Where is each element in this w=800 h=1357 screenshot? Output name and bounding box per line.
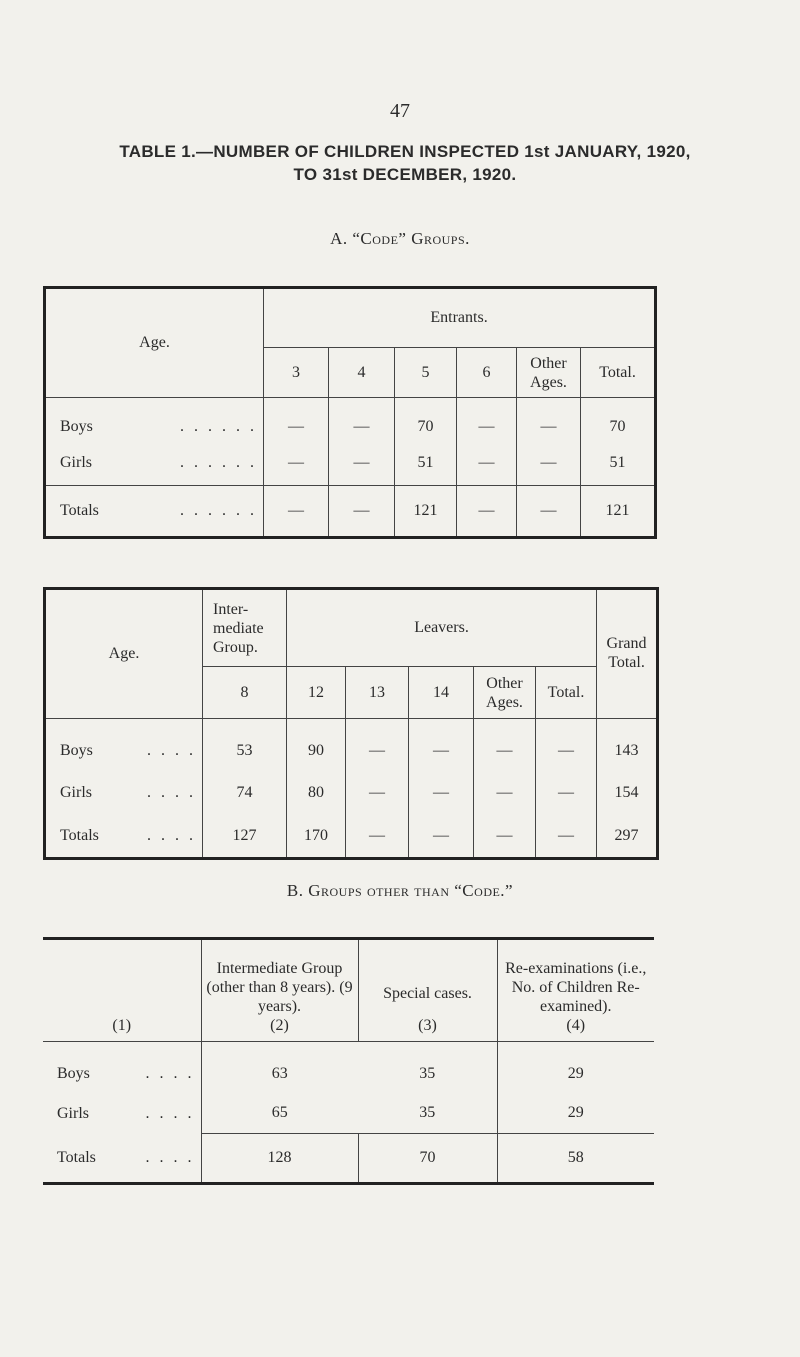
col-header: Other Ages. — [474, 667, 536, 719]
cell: — — [346, 771, 409, 815]
table-row — [45, 719, 658, 771]
cell: — — [346, 815, 409, 859]
col-header-text: Special cases. — [383, 985, 472, 1002]
col-header: 5 — [395, 348, 457, 398]
cell: — — [517, 486, 581, 538]
table-row — [45, 442, 656, 486]
leavers-header: Leavers. — [287, 589, 597, 667]
col-header: Other Ages. — [517, 348, 581, 398]
cell: — — [457, 442, 517, 486]
page-number: 47 — [390, 100, 410, 122]
cell: — — [517, 398, 581, 442]
row-label: Boys — [57, 1064, 90, 1082]
cell: 127 — [203, 815, 287, 859]
cell: — — [329, 486, 395, 538]
cell: — — [536, 719, 597, 771]
row-label: Totals — [57, 1148, 96, 1166]
col-header — [43, 939, 201, 1042]
cell: 121 — [581, 486, 656, 538]
col-header — [497, 939, 654, 1042]
col-header: 12 — [287, 667, 346, 719]
col-header: 13 — [346, 667, 409, 719]
cell: — — [536, 771, 597, 815]
col-header-text: Re-examinations (i.e., No. of Children Re-examined). — [505, 960, 647, 1015]
table-row — [45, 771, 658, 815]
cell: 58 — [497, 1134, 654, 1184]
cell: 80 — [287, 771, 346, 815]
page-title — [60, 140, 750, 186]
cell: — — [474, 815, 536, 859]
row-label: Boys — [60, 417, 93, 435]
col-header: Total. — [581, 348, 656, 398]
title-line-2: TO 31st DECEMBER, 1920. — [293, 165, 517, 184]
cell: 35 — [358, 1042, 497, 1094]
cell: — — [264, 442, 329, 486]
row-label: Girls — [57, 1104, 89, 1122]
row-label: Girls — [60, 783, 92, 801]
intermediate-header: Inter-mediate Group. — [203, 589, 287, 667]
grand-total-header: Grand Total. — [597, 589, 658, 719]
leader-dots: . . . . — [145, 1064, 195, 1082]
col-number: (2) — [270, 1017, 289, 1034]
row-label: Totals — [60, 826, 99, 844]
cell: — — [474, 719, 536, 771]
col-header: Total. — [536, 667, 597, 719]
cell: — — [346, 719, 409, 771]
cell: 143 — [597, 719, 658, 771]
cell: — — [409, 771, 474, 815]
section-b-heading: B. Groups other than “Code.” — [286, 881, 514, 900]
col-number: (1) — [112, 1017, 132, 1034]
cell: 74 — [203, 771, 287, 815]
col-header-text: Intermediate Group (other than 8 years). (9 years). — [206, 960, 353, 1015]
cell: — — [457, 486, 517, 538]
cell: — — [264, 398, 329, 442]
table-row — [43, 1094, 654, 1134]
table-row — [45, 815, 658, 859]
cell: — — [517, 442, 581, 486]
col-header: 6 — [457, 348, 517, 398]
col-header: 3 — [264, 348, 329, 398]
table-row — [43, 1134, 654, 1184]
cell: — — [536, 815, 597, 859]
leader-dots: . . . . — [147, 741, 196, 759]
leavers-table — [43, 587, 659, 860]
col-header — [358, 939, 497, 1042]
leader-dots: . . . . . . — [180, 454, 257, 472]
entrants-header: Entrants. — [264, 288, 656, 348]
cell: 128 — [201, 1134, 358, 1184]
row-label: Totals — [60, 502, 99, 519]
cell: 121 — [395, 486, 457, 538]
row-label: Girls — [60, 454, 92, 472]
leader-dots: . . . . — [147, 783, 196, 801]
cell: 29 — [497, 1042, 654, 1094]
cell: — — [457, 398, 517, 442]
col-header: 14 — [409, 667, 474, 719]
cell: — — [474, 771, 536, 815]
leader-dots: . . . . — [145, 1104, 195, 1122]
table-row — [43, 1042, 654, 1094]
cell: — — [409, 719, 474, 771]
age-header: Age. — [45, 288, 264, 398]
cell: 35 — [419, 1104, 436, 1122]
col-header: 8 — [203, 667, 287, 719]
section-a-heading: A. “Code” Groups. — [330, 229, 470, 248]
cell: 51 — [395, 442, 457, 486]
table-row — [45, 398, 656, 442]
cell: 63 — [201, 1042, 358, 1094]
cell: 170 — [287, 815, 346, 859]
cell: — — [329, 398, 395, 442]
cell: 51 — [581, 442, 656, 486]
table-row — [45, 486, 656, 538]
cell: 297 — [597, 815, 658, 859]
cell: 70 — [358, 1134, 497, 1184]
cell: 90 — [287, 719, 346, 771]
title-line-1: TABLE 1.—NUMBER OF CHILDREN INSPECTED 1st JANUARY, 1920, — [119, 142, 691, 161]
other-groups-table — [43, 937, 654, 1185]
cell: — — [329, 442, 395, 486]
cell: 70 — [395, 398, 457, 442]
cell: 70 — [581, 398, 656, 442]
cell: — — [409, 815, 474, 859]
leader-dots: . . . . . . — [180, 502, 257, 519]
leader-dots: . . . . — [147, 826, 196, 844]
col-header: 4 — [329, 348, 395, 398]
col-number: (4) — [566, 1017, 586, 1034]
cell: 29 — [497, 1094, 654, 1134]
cell: — — [264, 486, 329, 538]
col-header — [201, 939, 358, 1042]
leader-dots: . . . . . . — [180, 417, 257, 435]
leader-dots: . . . . — [145, 1148, 195, 1166]
col-number: (3) — [418, 1017, 437, 1034]
cell: 154 — [597, 771, 658, 815]
cell: 53 — [203, 719, 287, 771]
entrants-table — [43, 286, 657, 539]
row-label: Boys — [60, 741, 93, 759]
cell: 65 — [201, 1094, 358, 1134]
age-header: Age. — [45, 589, 203, 719]
